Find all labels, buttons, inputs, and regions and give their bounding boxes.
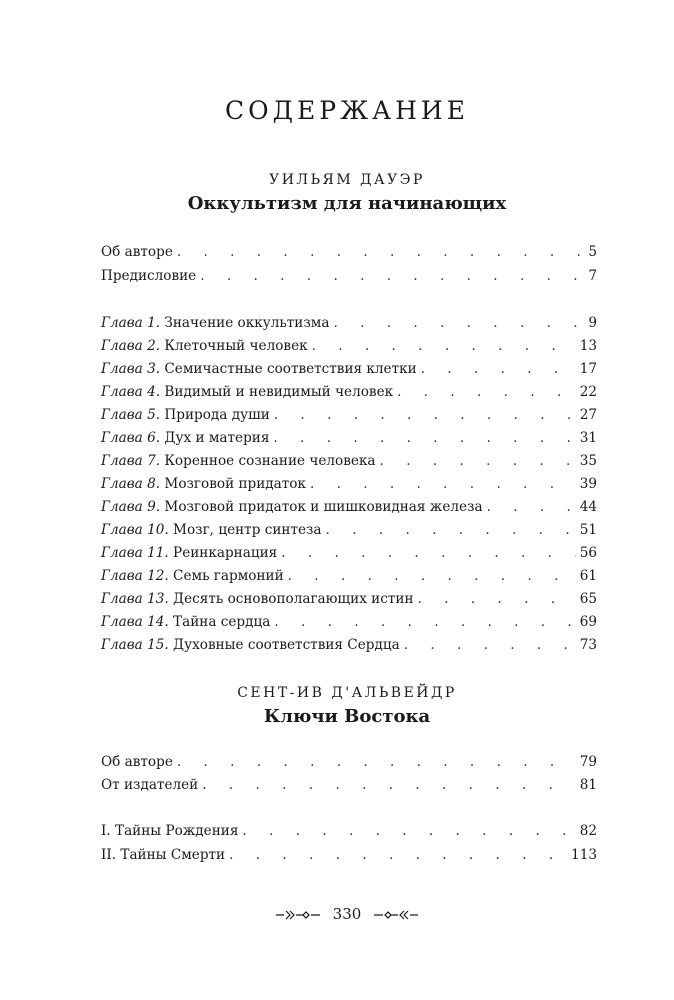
leader-dots [310,473,576,495]
leader-dots [177,751,576,773]
toc-chapter-entry[interactable]: Глава 15. Духовные соответствия Сердца . . . 73 [101,634,597,656]
toc-entry[interactable]: Предисловие . . . 7 [101,265,597,287]
leader-dots [288,565,576,587]
toc-chapter-entry[interactable]: Глава 13. Десять основополагающих истин . . . 65 [101,588,597,610]
toc-entry[interactable]: От издателей . . . 81 [101,774,597,796]
leader-dots [397,381,576,403]
section-2-author: СЕНТ-ИВ Д'АЛЬВЕЙДР [237,685,457,701]
leader-dots [380,450,576,472]
leader-dots [404,634,576,656]
leader-dots [202,774,575,796]
leader-dots [242,820,575,842]
leader-dots [177,241,584,263]
leader-dots [281,542,575,564]
toc-chapter-entry[interactable]: Глава 2. Клеточный человек . . . 13 [101,335,597,357]
section-1-author: УИЛЬЯМ ДАУЭР [269,172,425,188]
toc-chapter-entry[interactable]: Глава 11. Реинкарнация . . . 56 [101,542,597,564]
toc-chapter-entry[interactable]: Глава 5. Природа души . . . 27 [101,404,597,426]
toc-entry[interactable]: Об авторе . . . 79 [101,751,597,773]
leader-dots [273,427,575,449]
leader-dots [418,588,576,610]
leader-dots [333,312,584,334]
leader-dots [200,265,584,287]
toc-chapter-entry[interactable]: Глава 3. Семичастные соответствия клетки . . . 17 [101,358,597,380]
page-title: СОДЕРЖАНИЕ [225,96,469,125]
leader-dots [312,335,576,357]
section-2-book-title: Ключи Востока [263,706,431,727]
leader-dots [274,611,575,633]
leader-dots [326,519,576,541]
section-1-book-title: Оккультизм для начинающих [187,193,507,214]
toc-chapter-entry[interactable]: I. Тайны Рождения . . . 82 [101,820,597,842]
toc-chapter-entry[interactable]: Глава 8. Мозговой придаток . . . 39 [101,473,597,495]
page-number: 330 [332,905,362,923]
toc-chapter-entry[interactable]: Глава 6. Дух и материя . . . 31 [101,427,597,449]
leader-dots [274,404,576,426]
leader-dots [421,358,576,380]
toc-chapter-entry[interactable]: Глава 1. Значение оккультизма . . . 9 [101,312,597,334]
toc-chapter-entry[interactable]: Глава 12. Семь гармоний . . . 61 [101,565,597,587]
toc-chapter-entry[interactable]: Глава 7. Коренное сознание человека . . . 35 [101,450,597,472]
toc-chapter-entry[interactable]: Глава 14. Тайна сердца . . . 69 [101,611,597,633]
toc-chapter-entry[interactable]: Глава 10. Мозг, центр синтеза . . . 51 [101,519,597,541]
ornamental-flourish-icon [274,909,322,921]
toc-chapter-entry[interactable]: II. Тайны Смерти . . . 113 [101,844,597,866]
toc-entry[interactable]: Об авторе . . . 5 [101,241,597,263]
ornamental-flourish-icon [372,909,420,921]
leader-dots [487,496,576,518]
leader-dots [229,844,567,866]
page-footer [0,905,674,923]
toc-chapter-entry[interactable]: Глава 4. Видимый и невидимый человек . . . 22 [101,381,597,403]
toc-chapter-entry[interactable]: Глава 9. Мозговой придаток и шишковидная железа . . . 44 [101,496,597,518]
